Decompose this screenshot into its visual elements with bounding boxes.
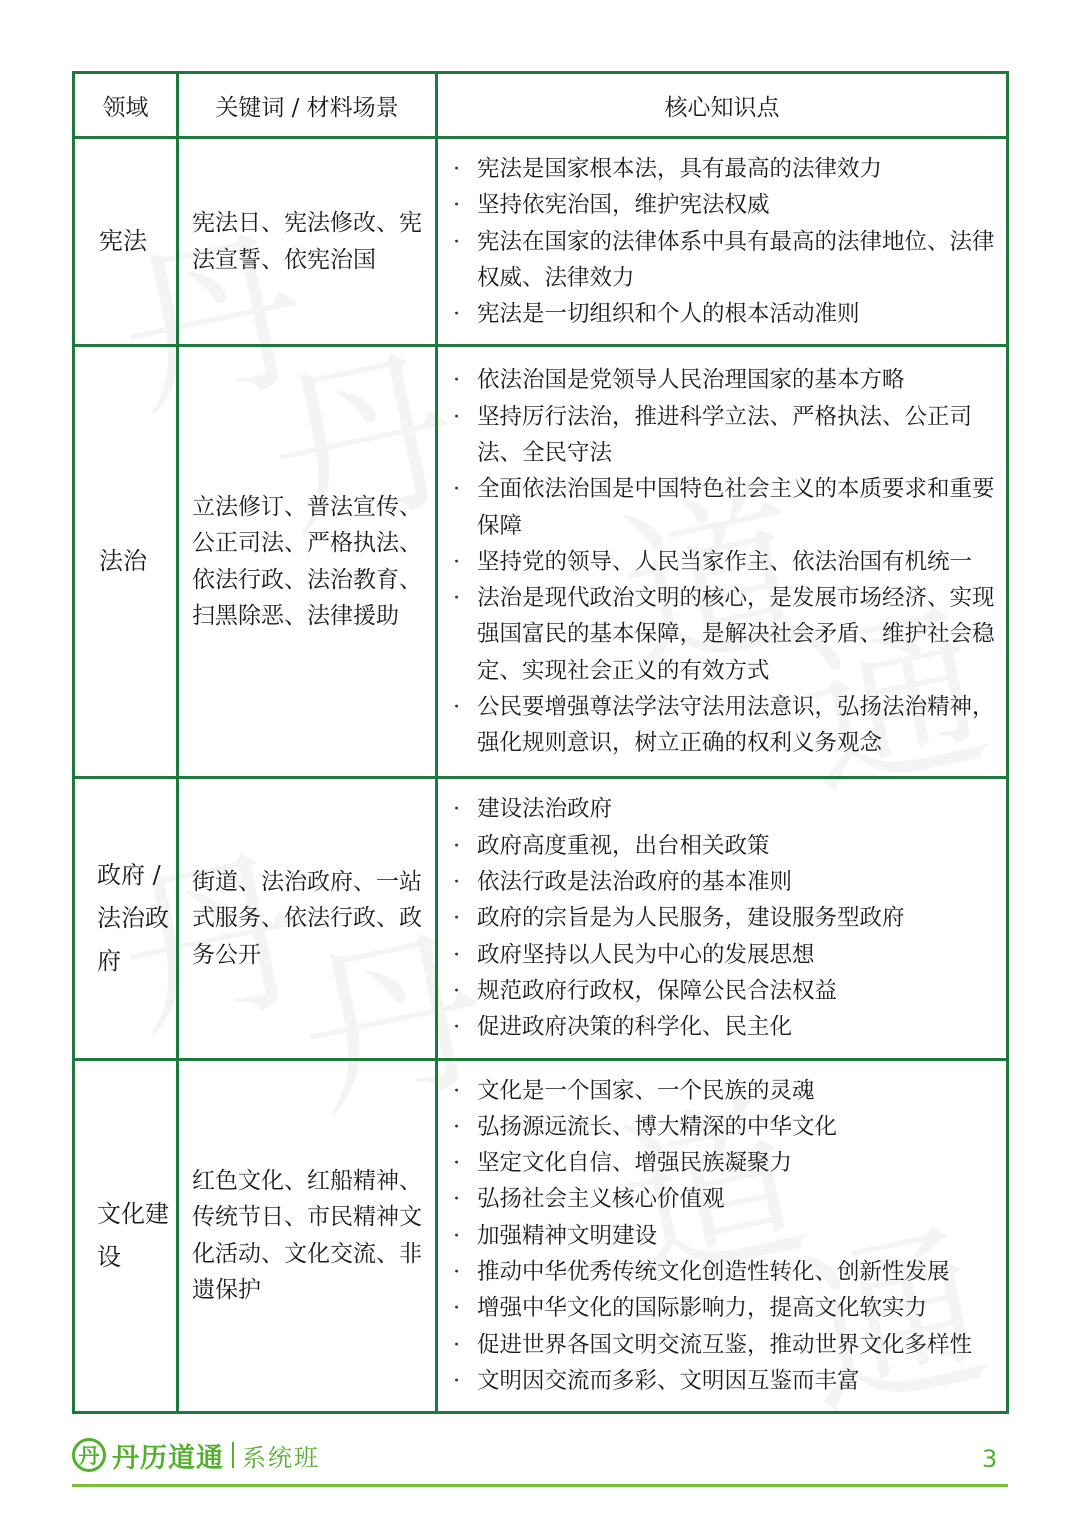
table-row [74,1059,1008,1413]
domain-cell: 文化建设 [74,1059,178,1413]
keywords-cell: 宪法日、宪法修改、宪法宣誓、依宪治国 [178,138,437,346]
header-domain: 领域 [74,73,178,138]
points-list [448,1073,996,1400]
keywords-cell: 红色文化、红船精神、传统节日、市民精神文化活动、文化交流、非遗保护 [178,1059,437,1413]
points-cell [437,138,1008,346]
brand-name: 丹历道通 [112,1442,224,1474]
point-item: · 法治是现代政治文明的核心，是发展市场经济、实现强国富民的基本保障，是解决社会矛盾、维护社会稳定、实现社会正义的有效方式 [448,580,996,689]
knowledge-table-container [72,71,1006,1414]
header-core-points: 核心知识点 [437,73,1008,138]
point-item: · 宪法是国家根本法，具有最高的法律效力 [448,151,996,187]
table-row [74,778,1008,1059]
point-item: · 公民要增强尊法学法守法用法意识，弘扬法治精神，强化规则意识，树立正确的权利义务观念 [448,689,996,762]
table-header-row [74,73,1008,138]
table-row [74,138,1008,346]
footer-divider [72,1484,1008,1487]
point-item: · 促进政府决策的科学化、民主化 [448,1009,996,1045]
point-item: · 政府的宗旨是为人民服务，建设服务型政府 [448,900,996,936]
domain-cell: 宪法 [74,138,178,346]
point-item: · 加强精神文明建设 [448,1218,996,1254]
points-list [448,151,996,332]
knowledge-table [72,71,1009,1414]
point-item: · 依法行政是法治政府的基本准则 [448,864,996,900]
brand-mark-icon: 丹 [72,1438,106,1472]
points-list [448,362,996,761]
header-keywords: 关键词 / 材料场景 [178,73,437,138]
keywords-cell: 街道、法治政府、一站式服务、依法行政、政务公开 [178,778,437,1059]
point-item: · 推动中华优秀传统文化创造性转化、创新性发展 [448,1254,996,1290]
point-item: · 坚持厉行法治，推进科学立法、严格执法、公正司法、全民守法 [448,399,996,472]
point-item: · 全面依法治国是中国特色社会主义的本质要求和重要保障 [448,471,996,544]
product-name: 系统班 [242,1443,320,1472]
points-list [448,791,996,1045]
domain-cell: 政府 / 法治政府 [74,778,178,1059]
page-number: 3 [982,1445,998,1473]
point-item: · 依法治国是党领导人民治理国家的基本方略 [448,362,996,398]
point-item: · 政府坚持以人民为中心的发展思想 [448,937,996,973]
point-item: · 宪法在国家的法律体系中具有最高的法律地位、法律权威、法律效力 [448,224,996,297]
point-item: · 促进世界各国文明交流互鉴，推动世界文化多样性 [448,1327,996,1363]
domain-cell: 法治 [74,346,178,778]
point-item: · 坚持依宪治国，维护宪法权威 [448,187,996,223]
point-item: · 文化是一个国家、一个民族的灵魂 [448,1073,996,1109]
point-item: · 宪法是一切组织和个人的根本活动准则 [448,296,996,332]
brand-logo [72,1433,320,1477]
points-cell [437,778,1008,1059]
point-item: · 坚定文化自信、增强民族凝聚力 [448,1145,996,1181]
keywords-cell: 立法修订、普法宣传、公正司法、严格执法、依法行政、法治教育、扫黑除恶、法律援助 [178,346,437,778]
brand-separator [232,1442,234,1468]
point-item: · 弘扬社会主义核心价值观 [448,1181,996,1217]
points-cell [437,346,1008,778]
table-row [74,346,1008,778]
point-item: · 文明因交流而多彩、文明因互鉴而丰富 [448,1363,996,1399]
points-cell [437,1059,1008,1413]
point-item: · 建设法治政府 [448,791,996,827]
point-item: · 规范政府行政权，保障公民合法权益 [448,973,996,1009]
point-item: · 弘扬源远流长、博大精深的中华文化 [448,1109,996,1145]
point-item: · 政府高度重视，出台相关政策 [448,828,996,864]
point-item: · 坚持党的领导、人民当家作主、依法治国有机统一 [448,544,996,580]
point-item: · 增强中华文化的国际影响力，提高文化软实力 [448,1290,996,1326]
